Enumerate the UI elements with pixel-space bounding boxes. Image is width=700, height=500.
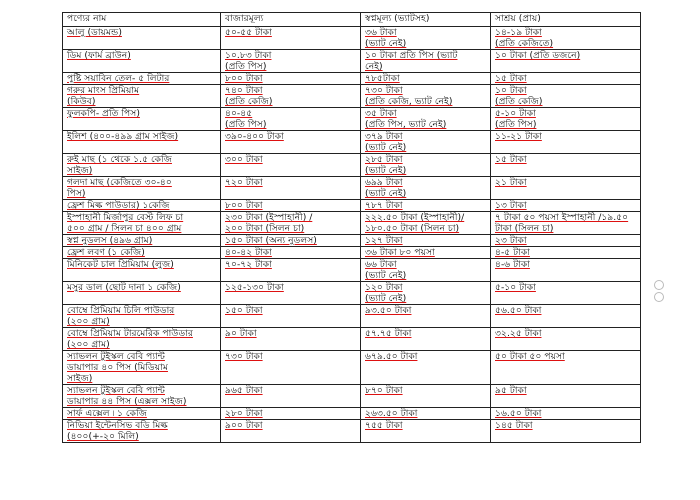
cell-text: সাইজ) (67, 373, 93, 384)
cell-text: ৩৭৯ টাকা (365, 131, 403, 142)
cell-text: ৯০ টাকা (225, 328, 257, 339)
cell-text: ১০.৮৩ টাকা (225, 50, 272, 61)
savings-cell (491, 282, 641, 305)
cell-text: ৮৭০ টাকা (365, 385, 403, 396)
cell-text: ৬৬ টাকা (365, 259, 397, 270)
shwapno-price-cell (361, 235, 491, 247)
cell-text: টাকা (সিলন চা) (495, 223, 554, 234)
cell-text: (ভ্যাট নেই) (365, 293, 407, 304)
product-name-cell (63, 328, 221, 351)
cell-text: ১৪৫ টাকা (495, 420, 533, 431)
cell-text: ৫০ টাকা ৫০ পয়সা (495, 351, 565, 362)
cell-text: ফ্রেশ মিল্ক পাউডার) ১কেজি (67, 200, 170, 211)
cell-text: (প্রতি পিস) (225, 61, 267, 72)
cell-text: নেই) (365, 61, 383, 72)
product-name-cell (63, 247, 221, 259)
cell-text: ৩৫ টাকা (365, 108, 397, 119)
header-product-name: পণ্যের নাম (63, 13, 221, 27)
cell-text: ৫-১০ টাকা (495, 108, 536, 119)
cell-text: ৭০-৭২ টাকা (225, 259, 272, 270)
product-name-cell (63, 420, 221, 443)
cell-text: (প্রতি পিস, ভ্যাট নেই) (365, 119, 447, 130)
cell-text: ২৩০ টাকা (ইস্পাহানী) / (225, 212, 313, 223)
cell-text: (২০০ গ্রাম) (67, 339, 110, 350)
cell-text: ১৫০ টাকা (অন্য নুডলস) (225, 235, 317, 246)
header-market-price: বাজারমূল্য (221, 13, 361, 27)
shwapno-price-cell (361, 27, 491, 50)
shwapno-price-cell (361, 50, 491, 73)
cell-text: ১৬.৫০ টাকা (495, 408, 542, 419)
product-name-cell (63, 50, 221, 73)
product-name-cell (63, 154, 221, 177)
shwapno-price-cell (361, 247, 491, 259)
cell-text: নিভিয়া ইন্টেনসিভ বডি মিল্ক (67, 420, 168, 431)
shwapno-price-cell (361, 351, 491, 385)
savings-cell (491, 212, 641, 235)
cell-text: ৪-৬ টাকা (495, 259, 530, 270)
market-price-cell (221, 177, 361, 200)
cell-text: ৪০-৪২ টাকা (225, 247, 272, 258)
table-row (63, 50, 641, 73)
product-name-cell (63, 200, 221, 212)
shwapno-price-cell (361, 305, 491, 328)
cell-text: আলু (ডায়মন্ড) (67, 27, 122, 38)
page-edge-mark (654, 280, 664, 290)
market-price-cell (221, 27, 361, 50)
cell-text: ৫০০ গ্রাম / সিলন চা ৪০০ গ্রাম (67, 223, 182, 234)
cell-text: ৩০০ টাকা (225, 154, 263, 165)
cell-text: স্যাভলন টুইস্কল বেবি প্যান্ট (67, 351, 165, 362)
cell-text: (প্রতি কেজি) (495, 96, 543, 107)
savings-cell (491, 108, 641, 131)
cell-text: ফ্রেশ লবণ (১ কেজি) (67, 247, 145, 258)
cell-text: ৭৮৭ টাকা (365, 200, 403, 211)
cell-text: পুষ্টি সয়াবিন তেল- ৫ লিটার (67, 73, 170, 84)
product-name-cell (63, 108, 221, 131)
table-row (63, 247, 641, 259)
cell-text: ১২৫-১৩০ টাকা (225, 282, 284, 293)
cell-text: ৯৩.৫০ টাকা (365, 305, 412, 316)
cell-text: ২১ টাকা (495, 177, 527, 188)
page-edge-mark (654, 292, 664, 302)
header-shwapno-price: স্বপ্নমূল্য (ভ্যাটসহ) (361, 13, 491, 27)
cell-text: ৭৪০ টাকা (225, 85, 263, 96)
cell-text: ১৫০ টাকা (225, 305, 263, 316)
cell-text: ২৬৩.৫০ টাকা (365, 408, 418, 419)
cell-text: ৭৫৫ টাকা (365, 420, 403, 431)
cell-text: ৭৩০ টাকা (365, 85, 403, 96)
market-price-cell (221, 385, 361, 408)
cell-text: ৩৬ টাকা (365, 27, 397, 38)
cell-text: ৯৫ টাকা (495, 385, 527, 396)
table-row (63, 85, 641, 108)
table-body (63, 27, 641, 443)
market-price-cell (221, 408, 361, 420)
cell-text: ৭৮৫টাকা (365, 73, 400, 84)
cell-text: বোম্বে প্রিমিয়াম টারমেরিক পাউডার (67, 328, 193, 339)
cell-text: বোম্বে প্রিমিয়াম চিলি পাউডার (67, 305, 175, 316)
cell-text: গরুর মাংস প্রিমিয়াম (67, 85, 140, 96)
savings-cell (491, 154, 641, 177)
product-name-cell (63, 385, 221, 408)
cell-text: ৫৭.৭৫ টাকা (365, 328, 412, 339)
product-name-cell (63, 282, 221, 305)
savings-cell (491, 385, 641, 408)
market-price-cell (221, 108, 361, 131)
cell-text: ১০ টাকা (প্রতি ডজনে) (495, 50, 581, 61)
market-price-cell (221, 259, 361, 282)
cell-text: ১৪-১৯ টাকা (495, 27, 542, 38)
shwapno-price-cell (361, 385, 491, 408)
cell-text: (প্রতি কেজি, ভ্যাট নেই) (365, 96, 453, 107)
cell-text: ৫০-৫৫ টাকা (225, 27, 272, 38)
market-price-cell (221, 85, 361, 108)
market-price-cell (221, 328, 361, 351)
savings-cell (491, 27, 641, 50)
product-name-cell (63, 85, 221, 108)
cell-text: মিনিকেট চাল প্রিমিয়াম (লুজ) (67, 259, 174, 270)
savings-cell (491, 50, 641, 73)
cell-text: ৮০০ টাকা (225, 73, 263, 84)
cell-text: (ভ্যাট নেই) (365, 165, 407, 176)
shwapno-price-cell (361, 85, 491, 108)
price-table (62, 12, 641, 443)
market-price-cell (221, 305, 361, 328)
shwapno-price-cell (361, 200, 491, 212)
table-row (63, 73, 641, 85)
cell-text: ফুলকপি- প্রতি পিস) (67, 108, 140, 119)
cell-text: ১৩ টাকা (495, 200, 527, 211)
cell-text: (প্রতি পিস) (225, 119, 267, 130)
product-name-cell (63, 27, 221, 50)
table-row (63, 385, 641, 408)
table-row (63, 259, 641, 282)
cell-text: ইস্পাহানী মির্জাপুর বেস্ট লিফ চা (67, 212, 184, 223)
product-name-cell (63, 259, 221, 282)
cell-text: ৪-৫ টাকা (495, 247, 530, 258)
cell-text: (কিউব) (67, 96, 96, 107)
table-row (63, 108, 641, 131)
cell-text: ৫৬.৫০ টাকা (495, 305, 542, 316)
price-comparison-sheet (62, 12, 640, 443)
market-price-cell (221, 420, 361, 443)
cell-text: ৫-১০ টাকা (495, 282, 536, 293)
cell-text: ১০ টাকা প্রতি পিস (ভ্যাট (365, 50, 458, 61)
market-price-cell (221, 50, 361, 73)
cell-text: ৯০০ টাকা (225, 420, 263, 431)
table-row (63, 27, 641, 50)
cell-text: (৪০০(+-২০ মিলি) (67, 431, 139, 442)
table-row (63, 408, 641, 420)
table-row (63, 154, 641, 177)
cell-text: ৩২.২৫ টাকা (495, 328, 542, 339)
savings-cell (491, 131, 641, 154)
product-name-cell (63, 212, 221, 235)
cell-text: ১২৭ টাকা (365, 235, 403, 246)
market-price-cell (221, 200, 361, 212)
shwapno-price-cell (361, 420, 491, 443)
cell-text: (প্রতি কেজিতে) (495, 38, 554, 49)
cell-text: ৯৬৫ টাকা (225, 385, 263, 396)
cell-text: (ভ্যাট নেই) (365, 270, 407, 281)
savings-cell (491, 408, 641, 420)
savings-cell (491, 85, 641, 108)
cell-text: সাইজ) (67, 165, 93, 176)
table-row (63, 177, 641, 200)
product-name-cell (63, 305, 221, 328)
table-header-row (63, 13, 641, 27)
table-row (63, 282, 641, 305)
savings-cell (491, 305, 641, 328)
cell-text: স্যাভলন টুইস্কল বেবি প্যান্ট (67, 385, 165, 396)
cell-text: ৭২০ টাকা (225, 177, 263, 188)
shwapno-price-cell (361, 73, 491, 85)
cell-text: (২০০ গ্রাম) (67, 316, 110, 327)
market-price-cell (221, 154, 361, 177)
cell-text: ১৮০.৫০ টাকা (সিলন চা) (365, 223, 460, 234)
savings-cell (491, 351, 641, 385)
cell-text: ডায়াপার ৪৪ পিস (এক্সল সাইজ) (67, 396, 187, 407)
market-price-cell (221, 131, 361, 154)
cell-text: ৭ টাকা ৫০ পয়সা ইস্পাহানী /১৯.৫০ (495, 212, 629, 223)
cell-text: (ভ্যাট নেই) (365, 38, 407, 49)
cell-text: ২২২.৫০ টাকা (ইস্পাহানী)/ (365, 212, 465, 223)
table-row (63, 212, 641, 235)
product-name-cell (63, 73, 221, 85)
product-name-cell (63, 235, 221, 247)
cell-text: ৩৬ টাকা ৮০ পয়সা (365, 247, 435, 258)
table-row (63, 235, 641, 247)
shwapno-price-cell (361, 154, 491, 177)
savings-cell (491, 235, 641, 247)
cell-text: (ভ্যাট নেই) (365, 142, 407, 153)
cell-text: (প্রতি পিস) (495, 119, 537, 130)
shwapno-price-cell (361, 108, 491, 131)
market-price-cell (221, 247, 361, 259)
savings-cell (491, 328, 641, 351)
market-price-cell (221, 351, 361, 385)
product-name-cell (63, 177, 221, 200)
cell-text: পিস) (67, 188, 86, 199)
cell-text: ডায়াপার ৪০ পিস (মিডিয়াম (67, 362, 168, 373)
table-row (63, 420, 641, 443)
cell-text: (ভ্যাট নেই) (365, 188, 407, 199)
cell-text: রুই মাছ (১ থেকে ১.৫ কেজি (67, 154, 172, 165)
cell-text: মসুর ডাল (ছোট দানা ১ কেজি) (67, 282, 181, 293)
cell-text: ২৩ টাকা (495, 235, 527, 246)
cell-text: ১১-২১ টাকা (495, 131, 542, 142)
savings-cell (491, 259, 641, 282)
market-price-cell (221, 73, 361, 85)
product-name-cell (63, 131, 221, 154)
header-savings: সাশ্রয় (প্রায়) (491, 13, 641, 27)
cell-text: স্বপ্ন নুডলস (৪৯৬ গ্রাম) (67, 235, 153, 246)
shwapno-price-cell (361, 177, 491, 200)
market-price-cell (221, 212, 361, 235)
shwapno-price-cell (361, 131, 491, 154)
cell-text: ৩৯০-৪০০ টাকা (225, 131, 284, 142)
cell-text: ৮০০ টাকা (225, 200, 263, 211)
cell-text: ১৫ টাকা (495, 154, 527, 165)
market-price-cell (221, 282, 361, 305)
table-row (63, 200, 641, 212)
table-row (63, 351, 641, 385)
cell-text: ১০ টাকা (495, 85, 527, 96)
savings-cell (491, 73, 641, 85)
table-row (63, 305, 641, 328)
cell-text: ৪০-৪৫ (225, 108, 253, 119)
market-price-cell (221, 235, 361, 247)
cell-text: গলদা মাছ (কেজিতে ৩০-৪০ (67, 177, 172, 188)
savings-cell (491, 177, 641, 200)
savings-cell (491, 247, 641, 259)
cell-text: ৭৩০ টাকা (225, 351, 263, 362)
cell-text: ১৫ টাকা (495, 73, 527, 84)
shwapno-price-cell (361, 408, 491, 420)
cell-text: ৬৯৯ টাকা (365, 177, 403, 188)
shwapno-price-cell (361, 328, 491, 351)
cell-text: ২৮৫ টাকা (365, 154, 403, 165)
cell-text: ইলিশ (৪০০-৪৯৯ গ্রাম সাইজ) (67, 131, 179, 142)
savings-cell (491, 420, 641, 443)
product-name-cell (63, 408, 221, 420)
table-row (63, 328, 641, 351)
shwapno-price-cell (361, 212, 491, 235)
shwapno-price-cell (361, 259, 491, 282)
cell-text: ৬৭৯.৫০ টাকা (365, 351, 418, 362)
cell-text: সার্ফ এক্সেল ৷ ১ কেজি (67, 408, 147, 419)
product-name-cell (63, 351, 221, 385)
cell-text: (প্রতি কেজি) (225, 96, 273, 107)
cell-text: ডিম (ফার্ম ব্রাউন) (67, 50, 131, 61)
table-row (63, 131, 641, 154)
cell-text: ২০০ টাকা (সিলন চা) (225, 223, 305, 234)
cell-text: ১২০ টাকা (365, 282, 403, 293)
savings-cell (491, 200, 641, 212)
cell-text: ২৮০ টাকা (225, 408, 263, 419)
shwapno-price-cell (361, 282, 491, 305)
